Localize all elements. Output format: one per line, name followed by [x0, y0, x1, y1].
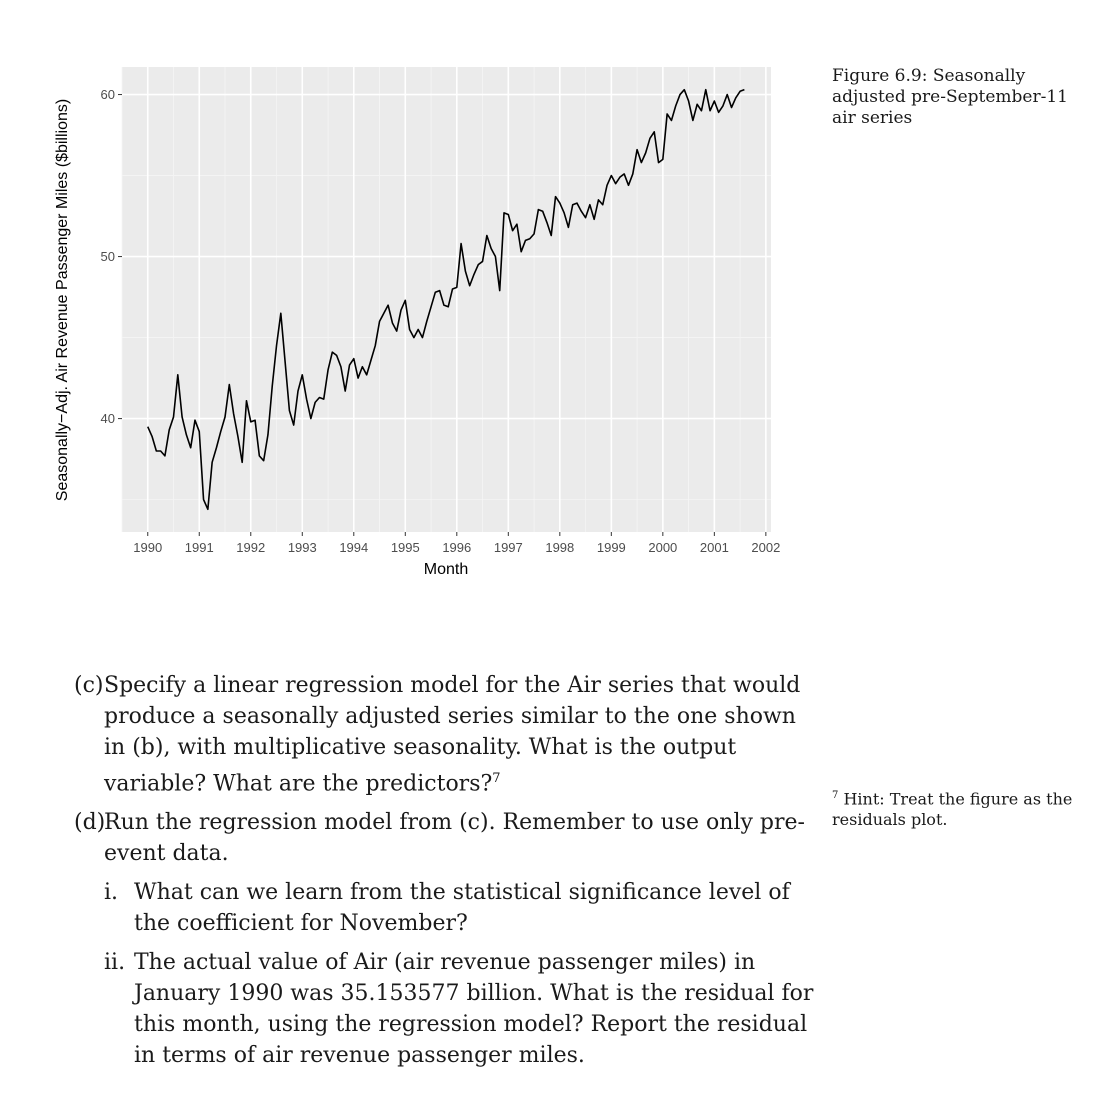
y-axis-title: Seasonally−Adj. Air Revenue Passenger Miles ($billions)	[54, 98, 71, 502]
footnote-ref-7: 7	[492, 771, 501, 786]
y-axis-ticks	[101, 87, 122, 426]
x-tick-label: 2000	[648, 540, 678, 555]
question-d-i-label: i.	[104, 880, 119, 906]
question-d-label: (d)	[74, 810, 106, 836]
question-d-i	[104, 877, 814, 939]
x-tick-label: 2001	[699, 540, 729, 555]
x-tick-label: 1998	[545, 540, 575, 555]
x-tick-label: 2002	[751, 540, 781, 555]
x-axis-title: Month	[423, 561, 469, 578]
x-tick-label: 1994	[339, 540, 369, 555]
question-d-i-text: What can we learn from the statistical significance level of the coefficient for November?	[134, 880, 790, 937]
x-tick-label: 1997	[493, 540, 523, 555]
x-tick-label: 1991	[184, 540, 214, 555]
x-tick-label: 1992	[236, 540, 266, 555]
x-tick-label: 1990	[133, 540, 163, 555]
question-d-ii-text: The actual value of Air (air revenue passenger miles) in January 1990 was 35.153577 billion. What is the residual for this month, using the regression model? Report the residual in terms of air revenue passenger miles.	[134, 950, 814, 1069]
question-d-text: Run the regression model from (c). Remember to use only pre-event data.	[104, 810, 805, 867]
footnote-mark: 7	[832, 790, 839, 801]
x-axis-ticks	[133, 532, 780, 555]
question-d-ii	[104, 947, 814, 1071]
figure-caption: Figure 6.9: Seasonally adjusted pre-September-11 air series	[832, 66, 1068, 128]
question-d-ii-label: ii.	[104, 950, 126, 976]
x-tick-label: 1999	[596, 540, 626, 555]
question-c-text: Specify a linear regression model for the Air series that would produce a seasonally adjusted series similar to the one shown in (b), with multiplicative seasonality. What is the output variable? What are the predictors?	[104, 673, 801, 797]
question-list	[74, 670, 814, 1079]
x-tick-label: 1993	[287, 540, 317, 555]
air-series-chart	[0, 0, 800, 600]
question-c	[74, 670, 814, 799]
question-d	[74, 807, 814, 869]
question-c-label: (c)	[74, 673, 104, 698]
y-tick-label: 50	[100, 249, 115, 265]
footnote-text: Hint: Treat the figure as the residuals plot.	[832, 789, 1073, 830]
y-tick-label: 40	[100, 411, 115, 427]
plot-panel	[122, 67, 771, 532]
x-tick-label: 1995	[390, 540, 420, 555]
x-tick-label: 1996	[442, 540, 472, 555]
y-tick-label: 60	[100, 87, 115, 103]
footnote-7	[832, 785, 1102, 830]
